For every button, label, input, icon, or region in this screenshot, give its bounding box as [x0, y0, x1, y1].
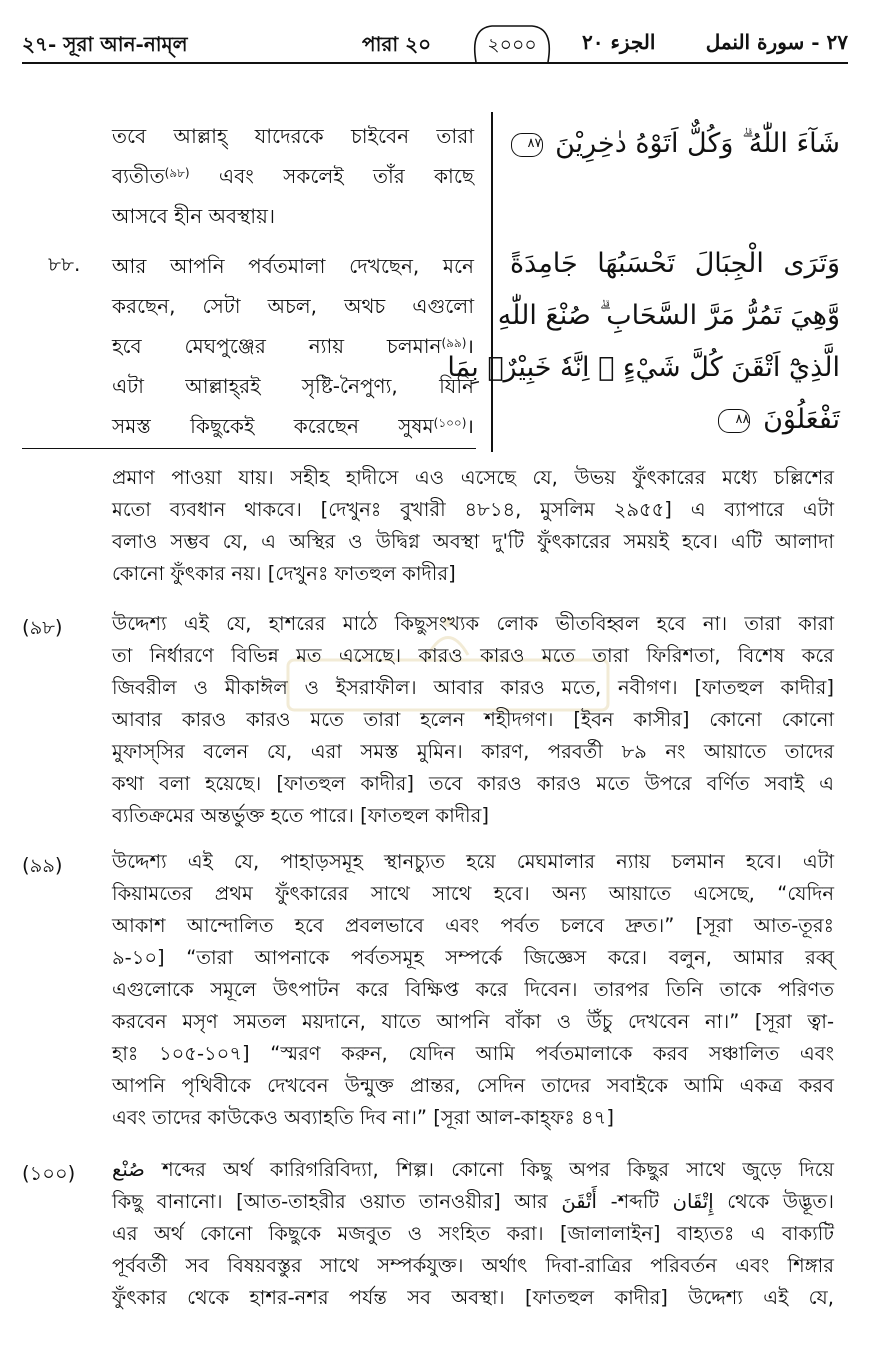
footnote-line: ফুঁৎকার থেকে হাশর-নশর পর্যন্ত সব অবস্থা। [ফাতহুল কাদীর] উদ্দেশ্য এই যে, — [112, 1286, 834, 1309]
bengali-line: তবে আল্লাহ্‌ যাদেরকে চাইবেন তারা — [112, 124, 474, 148]
bengali-line: ব্যতীত$^{(৯৮)}$ এবং সকলেই তাঁর কাছে — [112, 164, 474, 188]
arabic-line: الَّذِيْٓ اَتْقَنَ كُلَّ شَيْءٍ ۗ اِنَّهٗ خَبِيْرٌۢ بِمَا — [447, 352, 840, 383]
footnote-ref: (৯৮) — [164, 166, 190, 180]
footnote-line: ৯-১০] “তারা আপনাকে পর্বতসমূহ সম্পর্কে জিজ্ঞেস করে। বলুন, আমার রব্ব্‌ — [112, 946, 834, 969]
arabic-verse-87-end — [510, 118, 840, 170]
bengali-line: হবে মেঘপুঞ্জের ন্যায় চলমান$^{(৯৯)}$। — [112, 334, 474, 358]
bengali-verse-87-end — [112, 116, 474, 236]
footnote-ref: (৯৯) — [441, 336, 467, 350]
footnote-line: صُنْع শব্দের অর্থ কারিগরিবিদ্যা, শিল্প। কোনো কিছু অপর কিছুর সাথে জুড়ে দিয়ে — [112, 1158, 834, 1181]
bengali-line: আর আপনি পর্বতমালা দেখছেন, মনে — [112, 254, 474, 278]
footnote-number: (৯৯) — [22, 854, 63, 877]
footnote-line: আপনি পৃথিবীকে দেখবেন উন্মুক্ত প্রান্তর, সেদিন তাদের সবাইকে আমি একত্র করব — [112, 1074, 834, 1097]
footnote-line: পূর্ববর্তী সব বিষয়বস্তুর সাথে সম্পর্কযুক্ত। অর্থাৎ দিবা-রাত্রির পরিবর্তন এবং শিঙ্গার — [112, 1254, 834, 1277]
arabic-line: وَتَرَى الْجِبَالَ تَحْسَبُهَا جَامِدَةً — [510, 248, 840, 279]
footnote-line: ব্যতিক্রমের অন্তর্ভুক্ত হতে পারে। [ফাতহুল কাদীর] — [112, 804, 489, 827]
bengali-line: করছেন, সেটা অচল, অথচ এগুলো — [112, 294, 474, 318]
footnote-line: মতো ব্যবধান থাকবে। [দেখুনঃ বুখারী ৪৮১৪, মুসলিম ২৯৫৫] এ ব্যাপারে এটা — [112, 498, 834, 521]
footnote-line: এর অর্থ কোনো কিছুকে মজবুত ও সংহিত করা। [জালালাইন] বাহ্যতঃ এ বাক্যটি — [112, 1222, 834, 1245]
footnote-99 — [112, 846, 834, 1134]
page-header — [22, 22, 848, 62]
footnote-line: প্রমাণ পাওয়া যায়। সহীহ হাদীসে এও এসেছে যে, উভয় ফুঁৎকারের মধ্যে চল্লিশের — [112, 466, 834, 489]
footnote-number: (১০০) — [22, 1162, 76, 1185]
surah-title-bengali: ২৭- সূরা আন-নাম্‌ল — [22, 32, 188, 56]
page-number-box — [462, 22, 562, 62]
footnote-line: আবার কারও কারও মতে তারা হলেন শহীদগণ। [ইবন কাসীর] কোনো কোনো — [112, 708, 834, 731]
footnote-line: করবেন মসৃণ সমতল ময়দানে, যাতে আপনি বাঁকা ও উঁচু দেখবেন না।” [সূরা ত্বা- — [112, 1010, 834, 1033]
bengali-line: আসবে হীন অবস্থায়। — [112, 204, 276, 228]
footnote-number: (৯৮) — [22, 616, 63, 639]
arabic-term: إِتْقَان — [672, 1190, 714, 1213]
footnote-line: কোনো ফুঁৎকার নয়। [দেখুনঃ ফাতহুল কাদীর] — [112, 562, 456, 585]
ayah-number-icon: ٨٨ — [718, 409, 750, 433]
para-label: পারা ২০ — [362, 32, 432, 56]
footnote-line: উদ্দেশ্য এই যে, পাহাড়সমূহ স্থানচ্যুত হয়ে মেঘমালার ন্যায় চলমান হবে। এটা — [112, 850, 834, 873]
footnote-line: কথা বলা হয়েছে। [ফাতহুল কাদীর] তবে কারও কারও মতে উপরে বর্ণিত সবাই এ — [112, 772, 834, 795]
footnote-ref: (১০০) — [433, 416, 467, 430]
bengali-line: এটা আল্লাহ্‌রই সৃষ্টি-নৈপুণ্য, যিনি — [112, 374, 474, 398]
arabic-term: صُنْع — [112, 1158, 145, 1181]
header-rule — [22, 62, 848, 64]
footnote-line: এগুলোকে সমূলে উৎপাটন করে বিক্ষিপ্ত করে দিবেন। তারপর তিনি তাকে পরিণত — [112, 978, 834, 1001]
bengali-line: সমস্ত কিছুকেই করেছেন সুষম$^{(১০০)}$। — [112, 414, 474, 438]
juz-label: الجزء ٢٠ — [582, 30, 656, 54]
footnote-line: জিবরীল ও মীকাঈল ও ইসরাফীল। আবার কারও মতে, নবীগণ। [ফাতহুল কাদীর] — [112, 676, 834, 699]
footnote-line: উদ্দেশ্য এই যে, হাশরের মাঠে কিছুসংখ্যক লোক ভীতবিহ্বল হবে না। তারা কারা — [112, 612, 834, 635]
footnote-line: কিছু বানানো। [আত-তাহরীর ওয়াত তানওয়ীর] আর أَتْقَنَ -শব্দটি إِتْقَان থেকে উদ্ভূত। — [112, 1190, 835, 1213]
footnote-100 — [112, 1154, 834, 1314]
ayah-number-icon: ٨٧ — [511, 133, 543, 157]
arabic-line: شَآءَ اللّٰهُ ۗ وَكُلٌّ اَتَوْهُ دٰخِرِيْنَ ٨٧ — [510, 118, 840, 170]
footnote-line: তা নির্ধারণে বিভিন্ন মত এসেছে। কারও কারও মতে তারা ফিরিশতা, বিশেষ করে — [112, 644, 834, 667]
footnote-line: হাঃ ১০৫-১০৭] “স্মরণ করুন, যেদিন আমি পর্বতমালাকে করব সঞ্চালিত এবং — [112, 1042, 834, 1065]
footnote-line: এবং তাদের কাউকেও অব্যাহতি দিব না।” [সূরা আল-কাহ্‌ফঃ ৪৭] — [112, 1106, 614, 1129]
footnote-line: কিয়ামতের প্রথম ফুঁৎকারের সাথে সাথে হবে। অন্য আয়াতে এসেছে, “যেদিন — [112, 882, 834, 905]
column-divider — [491, 112, 493, 452]
arabic-term: أَتْقَنَ — [561, 1190, 597, 1213]
arabic-line: وَّهِيَ تَمُرُّ مَرَّ السَّحَابِ ۗ صُنْعَ اللّٰهِ — [497, 300, 840, 331]
footnote-line: বলাও সম্ভব যে, এ অস্থির ও উদ্বিগ্ন অবস্থা দু'টি ফুঁৎকারের সময়ই হবে। এটি আলাদা — [112, 530, 834, 553]
footnote-line: আকাশ আন্দোলিত হবে প্রবলভাবে এবং পর্বত চলবে দ্রুত।” [সূরা আত-তূরঃ — [112, 914, 834, 937]
footnote-98 — [112, 608, 834, 832]
footnote-continuation — [112, 462, 834, 590]
footnote-line: মুফাস্‌সির বলেন যে, এরা সমস্ত মুমিন। কারণ, পরবর্তী ৮৯ নং আয়াতে তাদের — [112, 740, 834, 763]
footnote-separator — [22, 448, 476, 449]
arabic-line: تَفْعَلُوْنَ ٨٨ — [510, 394, 840, 446]
bengali-verse-88 — [112, 246, 474, 446]
surah-title-arabic: ٢٧ - سورة النمل — [705, 30, 848, 54]
page-number: ২০০০ — [487, 34, 537, 56]
verse-number: ৮৮. — [48, 252, 81, 276]
